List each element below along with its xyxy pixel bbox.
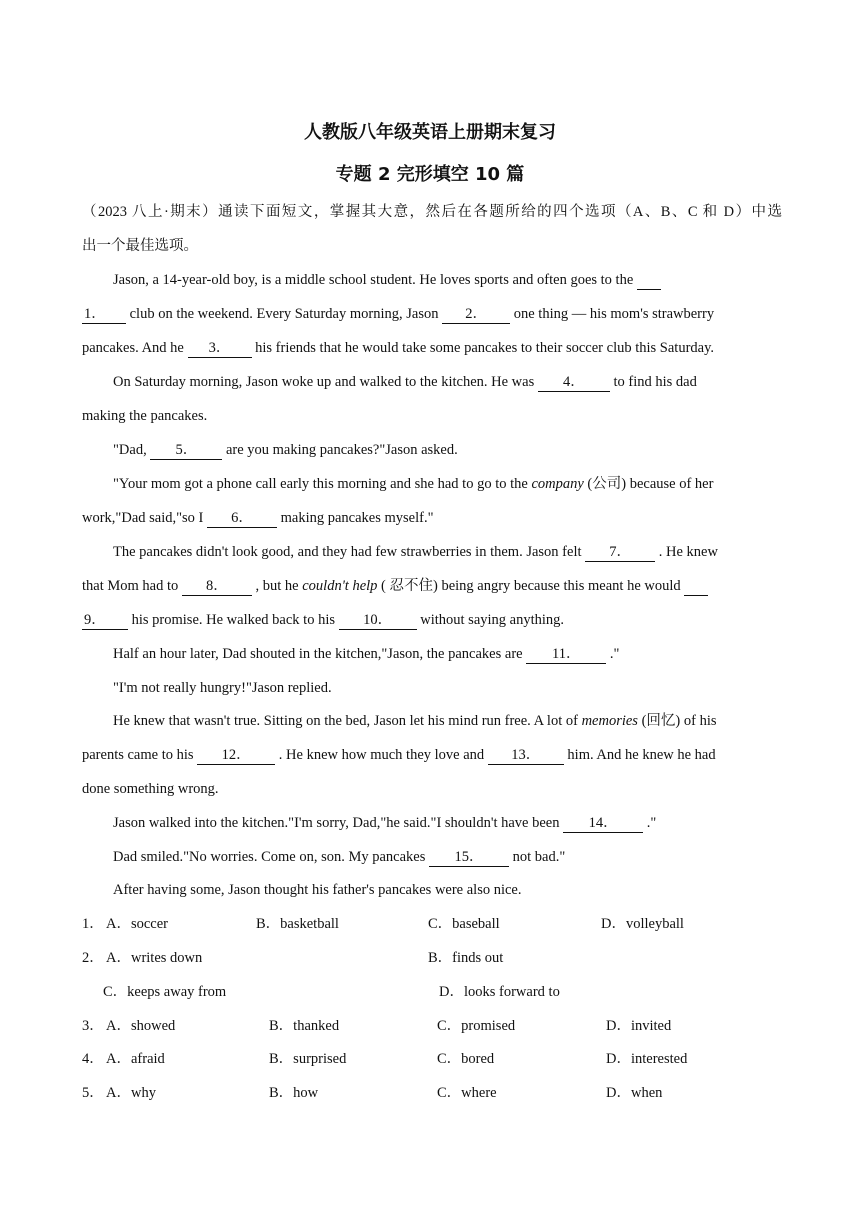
passage-text: ." — [609, 646, 620, 662]
passage-text: without saying anything. — [420, 612, 565, 628]
vocab-couldnt-help: couldn't help — [302, 578, 378, 594]
blank-2: 2． — [442, 306, 510, 324]
instruction-line-2: 出一个最佳选项。 — [82, 238, 198, 254]
passage-text: , but he — [255, 578, 299, 594]
passage-p6-line-1 — [113, 644, 783, 664]
passage-text: The pancakes didn't look good, and they had few strawberries in them. Jason felt — [113, 544, 582, 560]
option-b[interactable]: B．basketball — [256, 916, 339, 932]
question-number: 2． — [82, 950, 104, 966]
option-b[interactable]: B．finds out — [428, 950, 504, 966]
passage-text: to find his dad — [613, 374, 697, 390]
passage-text: work,"Dad said,"so I — [82, 510, 204, 526]
passage-text: making pancakes myself." — [280, 510, 434, 526]
passage-p2-line-1 — [113, 372, 783, 392]
option-c[interactable]: C．bored — [437, 1051, 495, 1067]
passage-p4-line-2 — [82, 508, 782, 528]
passage-p5-line-2 — [82, 576, 782, 596]
passage-p11-line-1: After having some, Jason thought his father's pancakes were also nice. — [113, 882, 522, 898]
passage-text: Jason, a 14-year-old boy, is a middle school student. He loves sports and often goes to the — [113, 272, 634, 288]
passage-text: pancakes. And he — [82, 340, 184, 356]
option-b[interactable]: B．thanked — [269, 1018, 340, 1034]
passage-text: On Saturday morning, Jason woke up and walked to the kitchen. He was — [113, 374, 535, 390]
blank-6: 6． — [207, 510, 277, 528]
passage-text: are you making pancakes?"Jason asked. — [225, 442, 458, 458]
passage-text: ( 忍不住) being angry because this meant he would — [381, 578, 681, 594]
passage-text: "Your mom got a phone call early this morning and she had to go to the — [113, 476, 528, 492]
blank-10: 10． — [339, 612, 417, 630]
passage-text: parents came to his — [82, 747, 194, 763]
option-c[interactable]: C．keeps away from — [103, 984, 227, 1000]
document-title: 人教版八年级英语上册期末复习 — [304, 122, 556, 143]
question-number: 1． — [82, 916, 104, 932]
option-c[interactable]: C．promised — [437, 1018, 516, 1034]
passage-text: that Mom had to — [82, 578, 179, 594]
option-d[interactable]: D．interested — [606, 1051, 688, 1067]
passage-p1-line-3 — [82, 338, 782, 358]
passage-text: (公司) because of her — [587, 476, 714, 492]
passage-text: He knew that wasn't true. Sitting on the bed, Jason let his mind run free. A lot of — [113, 713, 578, 729]
passage-text: club on the weekend. Every Saturday morning, Jason — [129, 306, 439, 322]
option-d[interactable]: D．looks forward to — [439, 984, 560, 1000]
document-subtitle: 专题 2 完形填空 10 篇 — [335, 164, 525, 185]
passage-p9-line-1 — [113, 813, 783, 833]
passage-text: Jason walked into the kitchen."I'm sorry, Dad,"he said."I shouldn't have been — [113, 815, 560, 831]
question-number: 3． — [82, 1018, 104, 1034]
option-c[interactable]: C．where — [437, 1085, 497, 1101]
passage-text: one thing — his mom's strawberry — [513, 306, 715, 322]
option-b[interactable]: B．how — [269, 1085, 319, 1101]
option-d[interactable]: D．volleyball — [601, 916, 684, 932]
option-b[interactable]: B．surprised — [269, 1051, 347, 1067]
passage-text: Half an hour later, Dad shouted in the kitchen,"Jason, the pancakes are — [113, 646, 523, 662]
blank-1: 1． — [82, 306, 126, 324]
passage-p4-line-1 — [113, 474, 783, 494]
blank-1-start — [637, 272, 661, 290]
blank-7: 7． — [585, 544, 655, 562]
blank-9: 9． — [82, 612, 128, 630]
blank-15: 15． — [429, 849, 509, 867]
passage-p5-line-1 — [113, 542, 783, 562]
passage-text: Dad smiled."No worries. Come on, son. My pancakes — [113, 849, 426, 865]
blank-9-start — [684, 578, 708, 596]
passage-p7-line-1: "I'm not really hungry!"Jason replied. — [113, 680, 332, 696]
blank-14: 14． — [563, 815, 643, 833]
passage-p1-line-2 — [82, 304, 782, 324]
passage-p8-line-3: done something wrong. — [82, 781, 219, 797]
passage-p10-line-1 — [113, 847, 783, 867]
passage-p8-line-2 — [82, 745, 782, 765]
passage-p5-line-3 — [82, 610, 782, 630]
passage-text: "Dad, — [113, 442, 147, 458]
option-a[interactable]: A．writes down — [106, 950, 203, 966]
instruction-line-1: （2023 八上·期末）通读下面短文，掌握其大意，然后在各题所给的四个选项（A、B、C 和 D）中选 — [82, 204, 782, 220]
passage-text: his friends that he would take some pancakes to their soccer club this Saturday. — [255, 340, 715, 356]
question-number: 4． — [82, 1051, 104, 1067]
blank-12: 12． — [197, 747, 275, 765]
passage-text: ." — [646, 815, 657, 831]
vocab-memories: memories — [581, 713, 638, 729]
blank-8: 8． — [182, 578, 252, 596]
blank-13: 13． — [488, 747, 564, 765]
passage-p2-line-2: making the pancakes. — [82, 408, 208, 424]
passage-text: his promise. He walked back to his — [131, 612, 335, 628]
blank-3: 3． — [188, 340, 252, 358]
option-a[interactable]: A．showed — [106, 1018, 176, 1034]
passage-text: . He knew how much they love and — [278, 747, 485, 763]
option-c[interactable]: C．baseball — [428, 916, 500, 932]
question-number: 5． — [82, 1085, 104, 1101]
option-d[interactable]: D．invited — [606, 1018, 672, 1034]
option-a[interactable]: A．afraid — [106, 1051, 165, 1067]
passage-text: (回忆) of his — [641, 713, 717, 729]
blank-4: 4． — [538, 374, 610, 392]
blank-11: 11． — [526, 646, 606, 664]
option-a[interactable]: A．soccer — [106, 916, 169, 932]
passage-p1-line-1 — [113, 270, 783, 290]
vocab-company: company — [531, 476, 584, 492]
passage-text: not bad." — [512, 849, 566, 865]
passage-p8-line-1 — [113, 711, 783, 731]
passage-text: . He knew — [658, 544, 718, 560]
option-a[interactable]: A．why — [106, 1085, 156, 1101]
blank-5: 5． — [150, 442, 222, 460]
option-d[interactable]: D．when — [606, 1085, 663, 1101]
passage-text: him. And he knew he had — [567, 747, 716, 763]
passage-p3-line-1 — [113, 440, 783, 460]
